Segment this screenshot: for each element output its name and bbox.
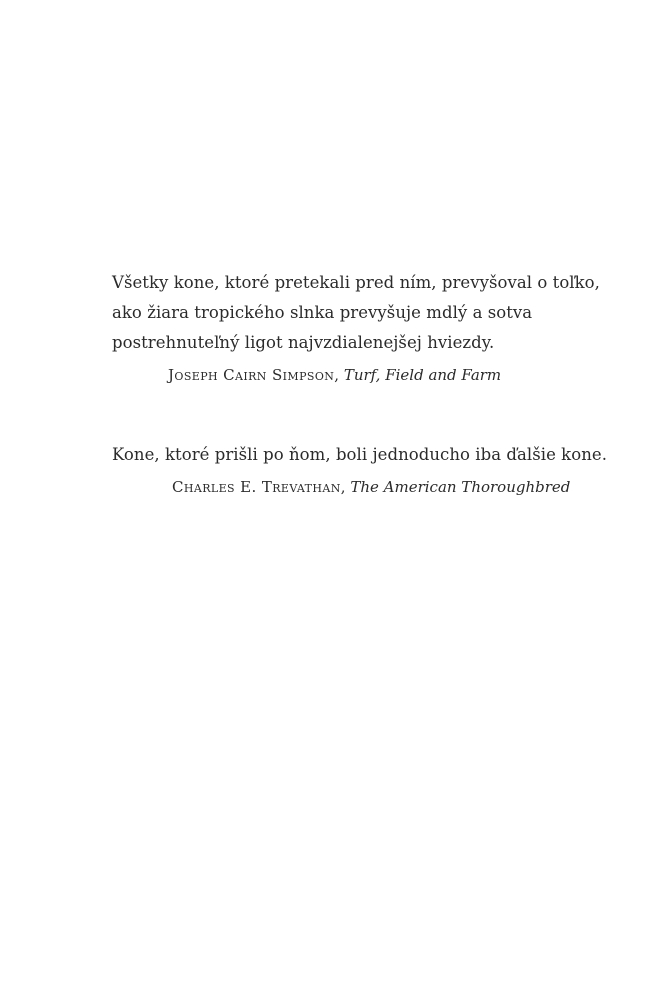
quote-line: ako žiara tropického slnka prevyšuje mdlý a sotva [112,303,533,322]
epigraph-quote [112,440,607,470]
attribution-author: Charles E. Trevathan [172,478,341,496]
quote-line: Kone, ktoré prišli po ňom, boli jednoducho iba ďalšie kone. [112,445,607,464]
epigraph-quote [112,268,600,358]
attribution-source: Turf, Field and Farm [343,366,502,384]
quote-line: Všetky kone, ktoré pretekali pred ním, prevyšoval o toľko, [112,273,600,292]
epigraph [112,268,600,390]
quote-line: postrehnuteľný ligot najvzdialenejšej hviezdy. [112,333,495,352]
epigraph-attribution [112,472,582,502]
attribution-source: The American Thoroughbred [350,478,571,496]
epigraph-attribution [112,360,582,390]
attribution-separator: , [340,478,351,496]
attribution-author: Joseph Cairn Simpson [168,366,335,384]
epigraph [112,440,607,502]
attribution-separator: , [334,366,344,384]
